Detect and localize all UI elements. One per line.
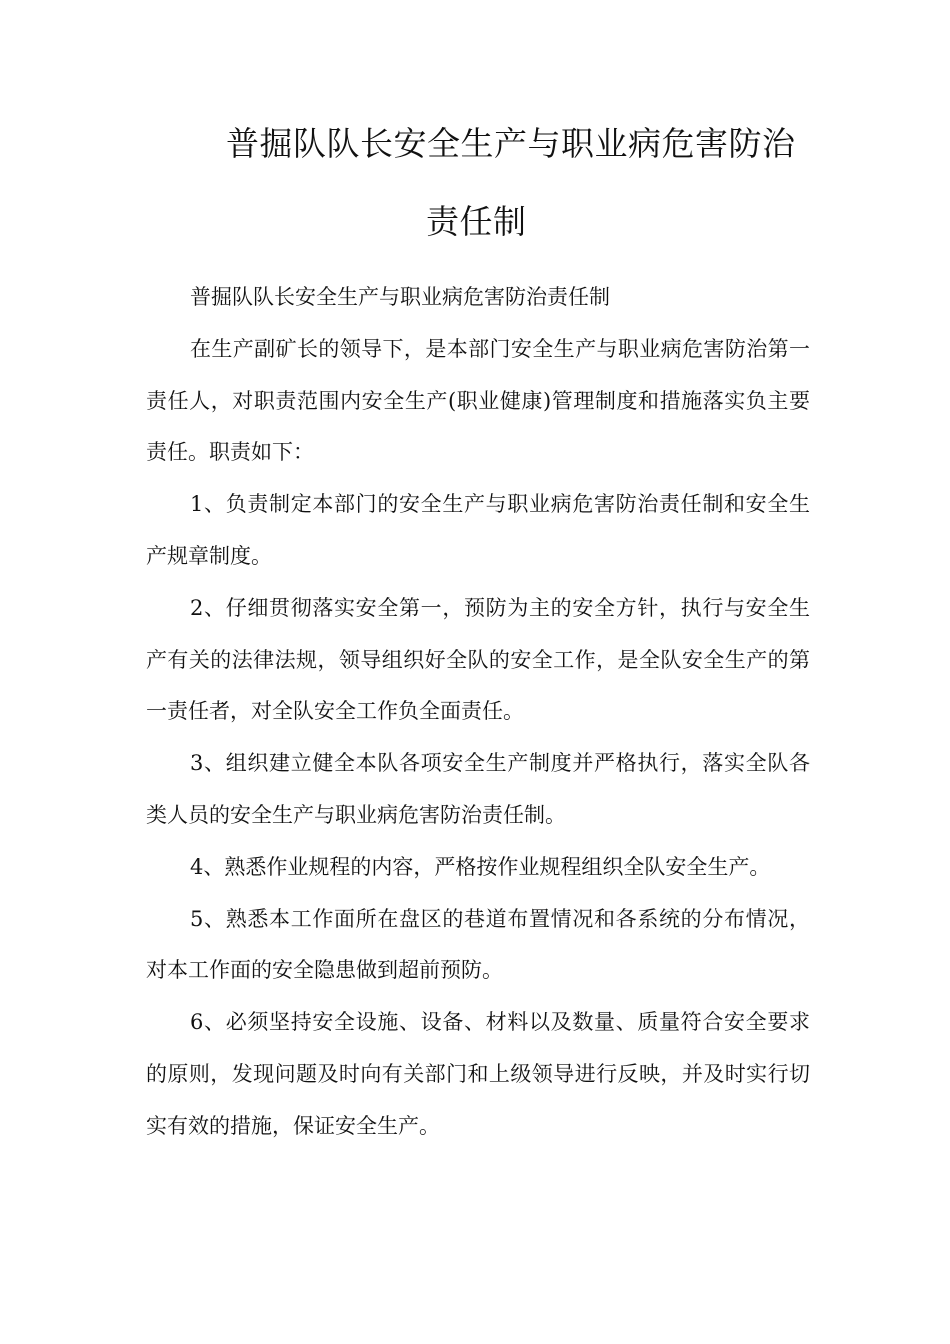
paragraph-item-1: 1、负责制定本部门的安全生产与职业病危害防治责任制和安全生产规章制度。 — [146, 492, 810, 568]
paragraph-heading: 普掘队队长安全生产与职业病危害防治责任制 — [190, 285, 610, 309]
paragraph-item-5: 5、熟悉本工作面所在盘区的巷道布置情况和各系统的分布情况，对本工作面的安全隐患做到超前预防。 — [146, 906, 810, 983]
paragraph-item-3: 3、组织建立健全本队各项安全生产制度并严格执行，落实全队各类人员的安全生产与职业病危害防治责任制。 — [146, 751, 810, 827]
paragraph-item-2: 2、仔细贯彻落实安全第一，预防为主的安全方针，执行与安全生产有关的法律法规，领导组织好全队的安全工作，是全队安全生产的第一责任者，对全队安全工作负全面责任。 — [146, 595, 810, 724]
paragraph-item-6: 6、必须坚持安全设施、设备、材料以及数量、质量符合安全要求的原则，发现问题及时向有关部门和上级领导进行反映，并及时实行切实有效的措施，保证安全生产。 — [146, 1010, 810, 1138]
document-title-line-1: 普掘队队长安全生产与职业病危害防治 — [226, 124, 796, 163]
document-title-line-2: 责任制 — [426, 202, 527, 241]
document-body — [146, 272, 810, 1153]
paragraph-intro: 在生产副矿长的领导下，是本部门安全生产与职业病危害防治第一责任人，对职责范围内安全生产(职业健康)管理制度和措施落实负主要责任。职责如下： — [146, 336, 810, 465]
paragraph-item-4: 4、熟悉作业规程的内容，严格按作业规程组织全队安全生产。 — [190, 854, 771, 879]
